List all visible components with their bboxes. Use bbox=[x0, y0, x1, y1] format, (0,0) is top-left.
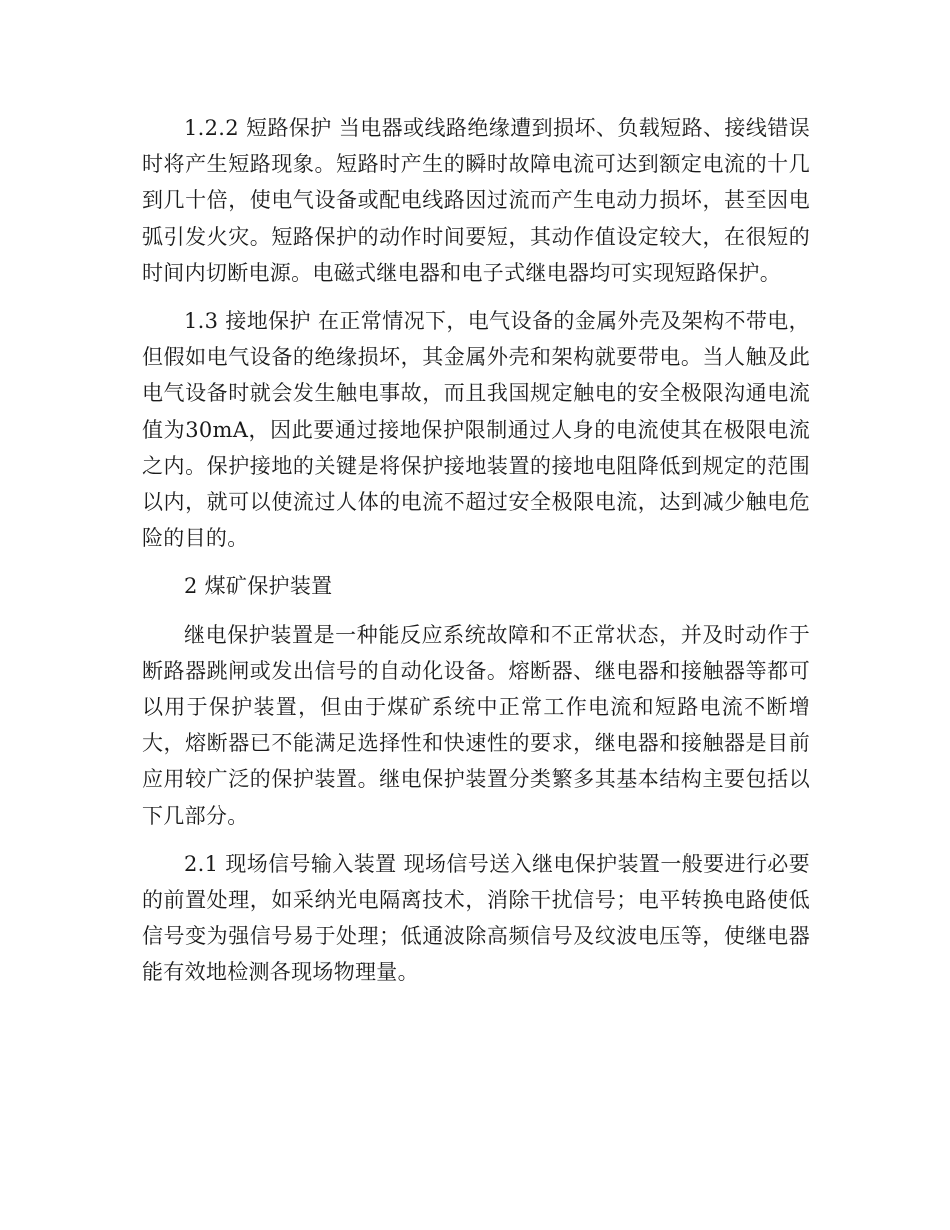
section-heading-coal-mine-protection: 2 煤矿保护装置 bbox=[184, 574, 333, 599]
paragraph-short-circuit-protection: 1.2.2 短路保护 当电器或线路绝缘遭到损坏、负载短路、接线错误时将产生短路现象。短路时产生的瞬时故障电流可达到额定电流的十几到几十倍，使电气设备或配电线路因过流而产生电动力损坏，甚至因电弧引发火灾。短路保护的动作时间要短，其动作值设定较大，在很短的时间内切断电源。电磁式继电器和电子式继电器均可实现短路保护。 bbox=[142, 116, 810, 285]
paragraph-relay-protection-device: 继电保护装置是一种能反应系统故障和不正常状态，并及时动作于断路器跳闸或发出信号的自动化设备。熔断器、继电器和接触器等都可以用于保护装置，但由于煤矿系统中正常工作电流和短路电流不断增大，熔断器已不能满足选择性和快速性的要求，继电器和接触器是目前应用较广泛的保护装置。继电保护装置分类繁多其基本结构主要包括以下几部分。 bbox=[142, 622, 810, 828]
paragraph-signal-input-device: 2.1 现场信号输入装置 现场信号送入继电保护装置一般要进行必要的前置处理，如采纳光电隔离技术，消除干扰信号；电平转换电路使低信号变为强信号易于处理；低通波除高频信号及纹波电压等，使继电器能有效地检测各现场物理量。 bbox=[142, 851, 810, 985]
paragraph-grounding-protection: 1.3 接地保护 在正常情况下，电气设备的金属外壳及架构不带电，但假如电气设备的绝缘损坏，其金属外壳和架构就要带电。当人触及此电气设备时就会发生触电事故，而且我国规定触电的安全极限沟通电流值为30mA，因此要通过接地保护限制通过人身的电流使其在极限电流之内。保护接地的关键是将保护接地装置的接地电阻降低到规定的范围以内，就可以使流过人体的电流不超过安全极限电流，达到减少触电危险的目的。 bbox=[142, 309, 810, 551]
document-body bbox=[142, 110, 810, 1003]
